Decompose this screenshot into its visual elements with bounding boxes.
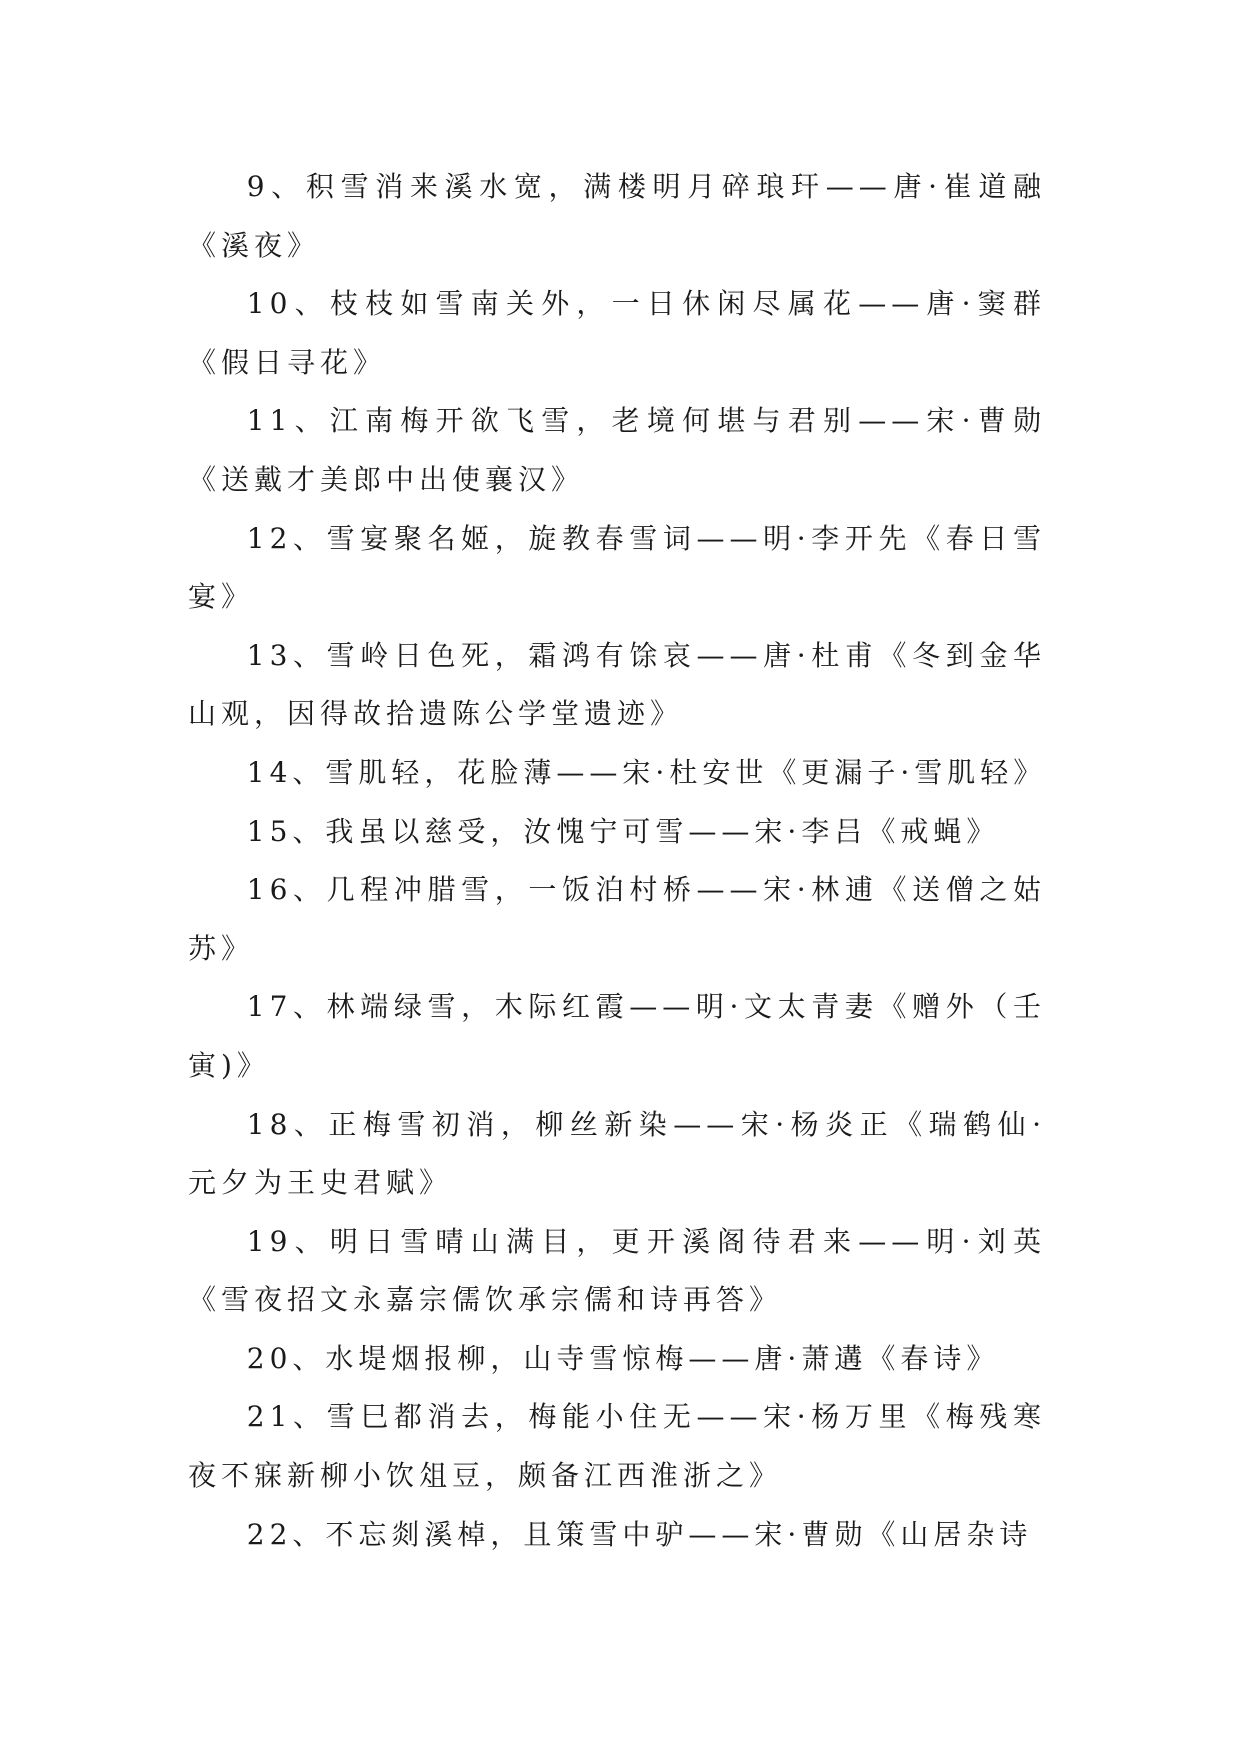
poem-entry-9: 9、积雪消来溪水宽，满楼明月碎琅玕——唐·崔道融《溪夜》 <box>188 170 1046 262</box>
poem-entry-16: 16、几程冲腊雪，一饭泊村桥——宋·林逋《送僧之姑苏》 <box>188 873 1046 965</box>
poem-entry-13: 13、雪岭日色死，霜鸿有馀哀——唐·杜甫《冬到金华山观，因得故拾遗陈公学堂遗迹》 <box>188 638 1046 731</box>
poem-entry-18: 18、正梅雪初消，柳丝新染——宋·杨炎正《瑞鹤仙·元夕为王史君赋》 <box>188 1107 1046 1200</box>
poem-list <box>188 158 1046 1564</box>
poem-entry-12: 12、雪宴聚名姬，旋教春雪词——明·李开先《春日雪宴》 <box>188 521 1046 614</box>
poem-entry-22: 22、不忘剡溪棹，且策雪中驴——宋·曹勋《山居杂诗 <box>246 1517 1033 1551</box>
poem-entry-14: 14、雪肌轻，花脸薄——宋·杜安世《更漏子·雪肌轻》 <box>246 755 1047 789</box>
poem-entry-21: 21、雪巳都消去，梅能小住无——宋·杨万里《梅残寒夜不寐新柳小饮俎豆，颇备江西淮浙之》 <box>188 1400 1046 1493</box>
poem-entry-10: 10、枝枝如雪南关外，一日休闲尽属花——唐·窦群《假日寻花》 <box>188 287 1046 379</box>
poem-entry-17: 17、林端绿雪，木际红霞——明·文太青妻《赠外（壬寅)》 <box>188 990 1046 1082</box>
poem-entry-11: 11、江南梅开欲飞雪，老境何堪与君别——宋·曹勋《送戴才美郎中出使襄汉》 <box>188 404 1046 496</box>
poem-entry-15: 15、我虽以慈受，汝愧宁可雪——宋·李吕《戒蝇》 <box>246 814 1000 848</box>
poem-entry-20: 20、水堤烟报柳，山寺雪惊梅——唐·萧遘《春诗》 <box>246 1341 1000 1375</box>
poem-entry-19: 19、明日雪晴山满目，更开溪阁待君来——明·刘英《雪夜招文永嘉宗儒饮承宗儒和诗再答》 <box>188 1224 1046 1317</box>
